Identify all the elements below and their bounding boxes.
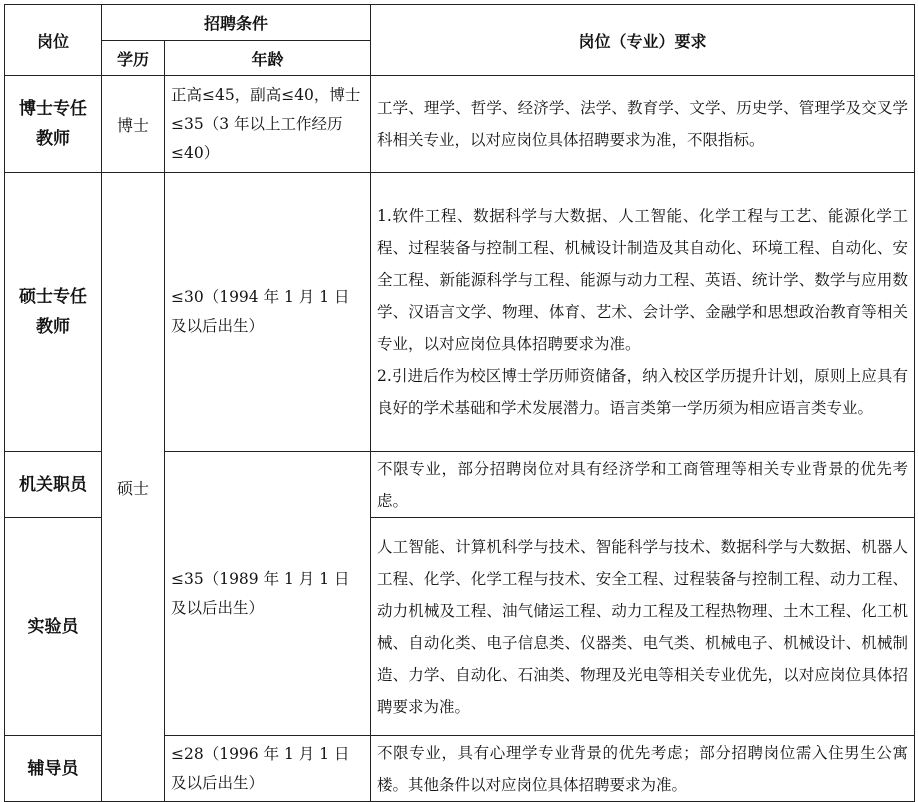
header-age: 年龄 [165,41,371,76]
position-counselor: 辅导员 [5,736,102,802]
education-master: 硕士 [102,173,165,802]
requirements-master-teacher [371,173,915,452]
requirements-counselor: 不限专业，具有心理学专业背景的优先考虑；部分招聘岗位需入住男生公寓楼。其他条件以对应岗位具体招聘要求为准。 [371,736,915,802]
age-staff-lab: ≤35（1989 年 1 月 1 日及以后出生） [165,452,371,736]
requirements-phd: 工学、理学、哲学、经济学、法学、教育学、文学、历史学、管理学及交叉学科相关专业，以对应岗位具体招聘要求为准，不限指标。 [371,76,915,173]
header-education: 学历 [102,41,165,76]
recruitment-table [4,4,915,802]
requirements-lab: 人工智能、计算机科学与技术、智能科学与技术、数据科学与大数据、机器人工程、化学、化学工程与技术、安全工程、过程装备与控制工程、动力工程、动力机械及工程、油气储运工程、动力工程及工程热物理、土木工程、化工机械、自动化类、电子信息类、仪器类、电气类、机械电子、机械设计、机械制造、力学、自动化、石油类、物理及光电等相关专业优先，以对应岗位具体招聘要求为准。 [371,518,915,736]
requirements-item-2: 2.引进后作为校区博士学历师资储备，纳入校区学历提升计划，原则上应具有良好的学术基础和学术发展潜力。语言类第一学历须为相应语言类专业。 [377,367,909,417]
position-master-teacher: 硕士专任教师 [5,173,102,452]
age-counselor: ≤28（1996 年 1 月 1 日及以后出生） [165,736,371,802]
header-position: 岗位 [5,5,102,76]
position-staff: 机关职员 [5,452,102,518]
requirements-staff: 不限专业，部分招聘岗位对具有经济学和工商管理等相关专业背景的优先考虑。 [371,452,915,518]
position-phd: 博士专任教师 [5,76,102,173]
header-requirements: 岗位（专业）要求 [371,5,915,76]
header-conditions: 招聘条件 [102,5,371,41]
age-phd: 正高≤45，副高≤40，博士≤35（3 年以上工作经历≤40） [165,76,371,173]
table-row [5,173,915,452]
header-row-1 [5,5,915,41]
table-row [5,76,915,173]
requirements-item-1: 1.软件工程、数据科学与大数据、人工智能、化学工程与工艺、能源化学工程、过程装备与控制工程、机械设计制造及其自动化、环境工程、自动化、安全工程、新能源科学与工程、能源与动力工程、英语、统计学、数学与应用数学、汉语言文学、物理、体育、艺术、会计学、金融学和思想政治教育等相关专业，以对应岗位具体招聘要求为准。 [377,207,909,353]
age-master-teacher: ≤30（1994 年 1 月 1 日及以后出生） [165,173,371,452]
education-phd: 博士 [102,76,165,173]
position-lab: 实验员 [5,518,102,736]
